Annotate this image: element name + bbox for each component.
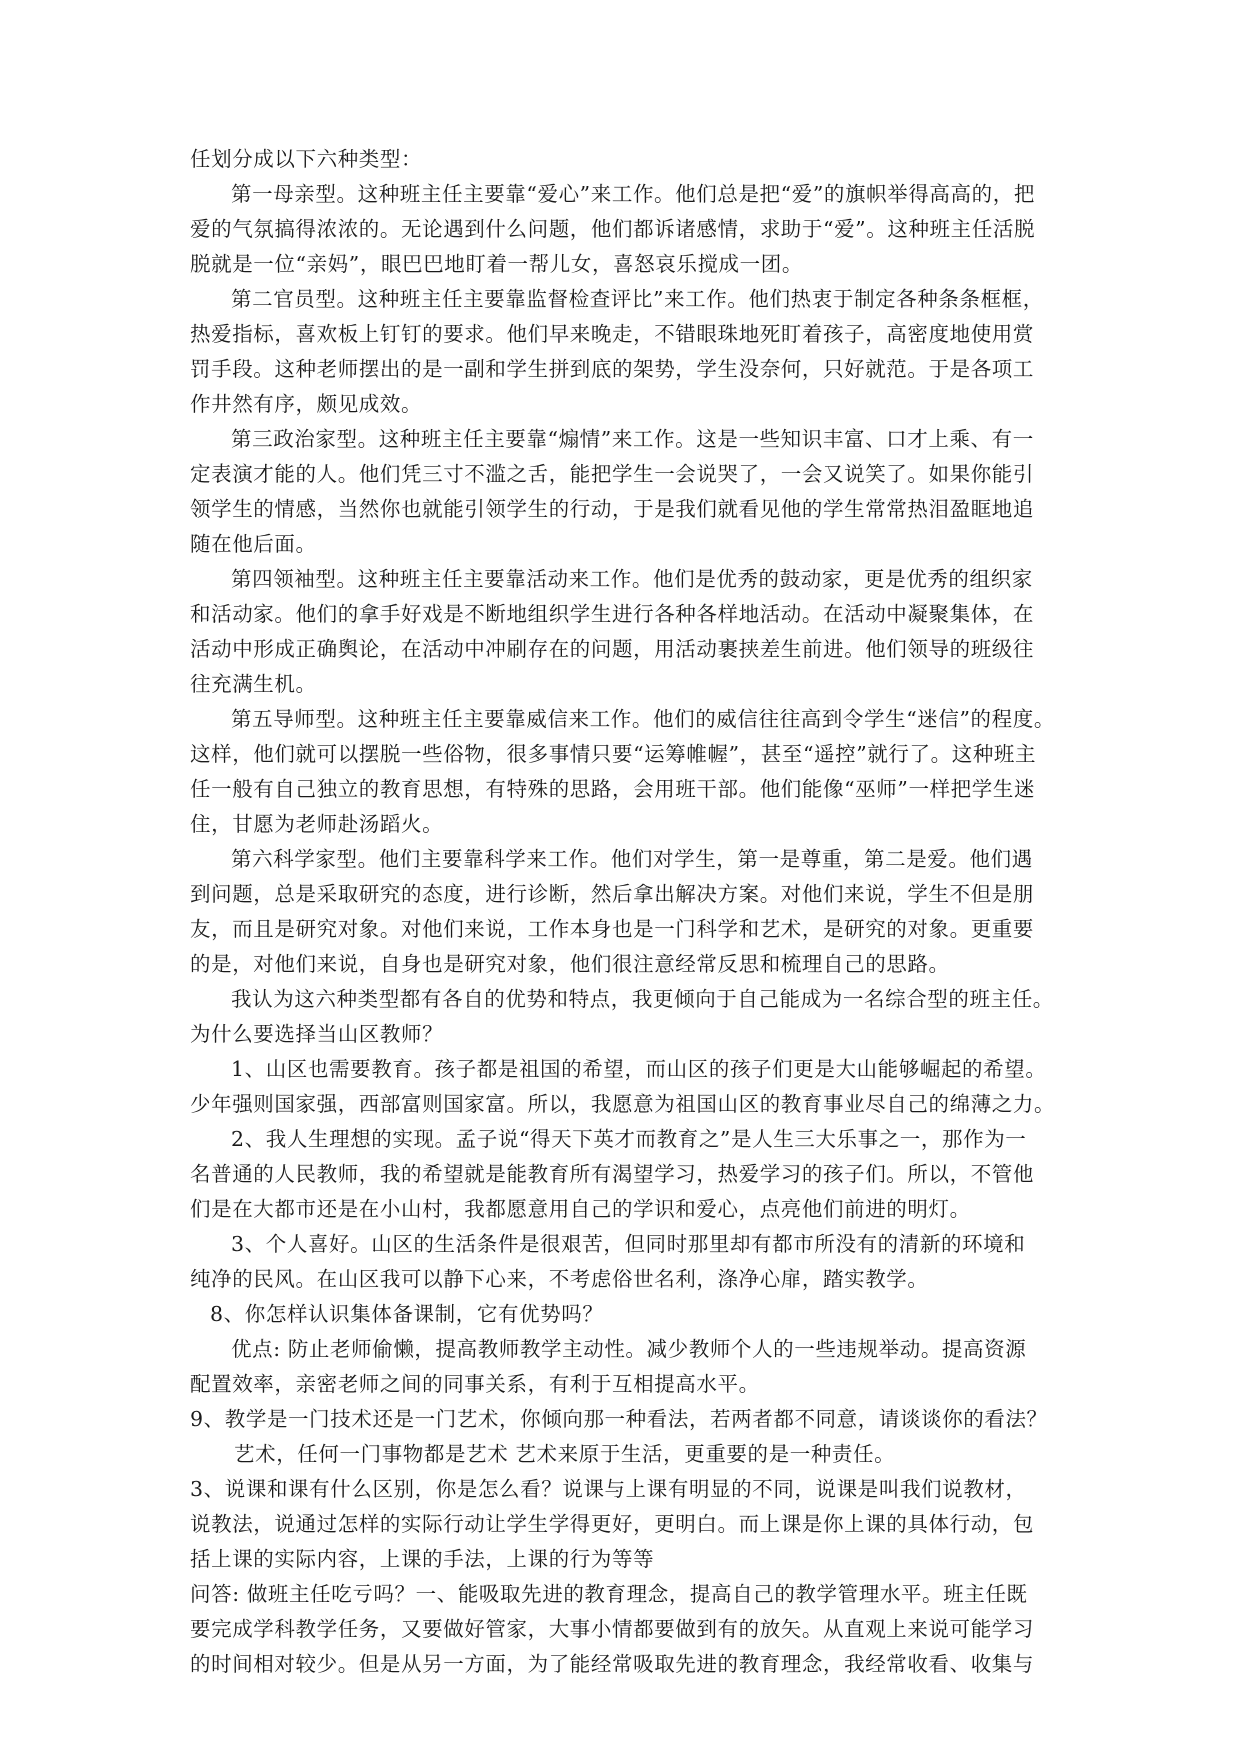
text-line: 到问题，总是采取研究的态度，进行诊断，然后拿出解决方案。对他们来说，学生不但是朋 — [190, 882, 1034, 906]
text-line: 往充满生机。 — [190, 672, 317, 696]
text-line: 活动中形成正确舆论，在活动中冲刷存在的问题，用活动裹挟差生前进。他们领导的班级往 — [190, 637, 1034, 661]
text-line: 罚手段。这种老师摆出的是一副和学生拼到底的架势，学生没奈何，只好就范。于是各项工 — [190, 357, 1034, 381]
text-line: 这样，他们就可以摆脱一些俗物，很多事情只要“运筹帷幄”，甚至“遥控”就行了。这种班主 — [190, 742, 1037, 766]
text-line: 领学生的情感，当然你也就能引领学生的行动，于是我们就看见他的学生常常热泪盈眶地追 — [190, 497, 1034, 521]
text-line: 3、个人喜好。山区的生活条件是很艰苦，但同时那里却有都市所没有的清新的环境和 — [231, 1232, 1026, 1256]
text-line: 爱的气氛搞得浓浓的。无论遇到什么问题，他们都诉诸感情，求助于“爱”。这种班主任活脱 — [190, 217, 1036, 241]
text-line: 艺术，任何一门事物都是艺术 艺术来原于生活，更重要的是一种责任。 — [234, 1442, 896, 1466]
text-line: 我认为这六种类型都有各自的优势和特点，我更倾向于自己能成为一名综合型的班主任。 — [231, 987, 1054, 1011]
text-line: 3、说课和课有什么区别，你是怎么看？说课与上课有明显的不同，说课是叫我们说教材， — [190, 1477, 1027, 1501]
text-line: 热爱指标，喜欢板上钉钉的要求。他们早来晚走，不错眼珠地死盯着孩子，高密度地使用赏 — [190, 322, 1034, 346]
text-line: 们是在大都市还是在小山村，我都愿意用自己的学识和爱心，点亮他们前进的明灯。 — [190, 1197, 971, 1221]
text-line: 纯净的民风。在山区我可以静下心来，不考虑俗世名利，涤净心扉，踏实教学。 — [190, 1267, 929, 1291]
text-line: 脱就是一位“亲妈”，眼巴巴地盯着一帮儿女，喜怒哀乐搅成一团。 — [190, 252, 803, 276]
text-line: 住，甘愿为老师赴汤蹈火。 — [190, 812, 444, 836]
text-line: 和活动家。他们的拿手好戏是不断地组织学生进行各种各样地活动。在活动中凝聚集体，在 — [190, 602, 1034, 626]
text-line: 少年强则国家强，西部富则国家富。所以，我愿意为祖国山区的教育事业尽自己的绵薄之力。 — [190, 1092, 1056, 1116]
text-line: 随在他后面。 — [190, 532, 317, 556]
text-line: 第三政治家型。这种班主任主要靠“煽情”来工作。这是一些知识丰富、口才上乘、有一 — [231, 427, 1034, 451]
text-line: 任划分成以下六种类型： — [190, 147, 423, 171]
text-line: 任一般有自己独立的教育思想，有特殊的思路，会用班干部。他们能像“巫师”一样把学生迷 — [190, 777, 1036, 801]
text-line: 9、教学是一门技术还是一门艺术，你倾向那一种看法，若两者都不同意，请谈谈你的看法？ — [190, 1407, 1048, 1431]
text-line: 括上课的实际内容，上课的手法，上课的行为等等 — [190, 1547, 655, 1571]
text-line: 第六科学家型。他们主要靠科学来工作。他们对学生，第一是尊重，第二是爱。他们遇 — [231, 847, 1033, 871]
text-line: 2、我人生理想的实现。孟子说“得天下英才而教育之”是人生三大乐事之一，那作为一 — [231, 1127, 1027, 1151]
text-line: 的时间相对较少。但是从另一方面，为了能经常吸取先进的教育理念，我经常收看、收集与 — [190, 1652, 1034, 1676]
text-line: 名普通的人民教师，我的希望就是能教育所有渴望学习，热爱学习的孩子们。所以，不管他 — [190, 1162, 1034, 1186]
text-line: 作井然有序，颇见成效。 — [190, 392, 423, 416]
text-line: 为什么要选择当山区教师？ — [190, 1022, 444, 1046]
text-line: 第二官员型。这种班主任主要靠监督检查评比”来工作。他们热衷于制定各种条条框框， — [231, 287, 1044, 311]
document-page — [190, 142, 1070, 1682]
text-line: 友，而且是研究对象。对他们来说，工作本身也是一门科学和艺术，是研究的对象。更重要 — [190, 917, 1034, 941]
text-line: 的是，对他们来说，自身也是研究对象，他们很注意经常反思和梳理自己的思路。 — [190, 952, 950, 976]
text-line: 要完成学科教学任务，又要做好管家，大事小情都要做到有的放矢。从直观上来说可能学习 — [190, 1617, 1034, 1641]
text-line: 问答: 做班主任吃亏吗？一、能吸取先进的教育理念，提高自己的教学管理水平。班主任既 — [190, 1582, 1028, 1606]
text-line: 第四领袖型。这种班主任主要靠活动来工作。他们是优秀的鼓动家，更是优秀的组织家 — [231, 567, 1033, 591]
text-line: 1、山区也需要教育。孩子都是祖国的希望，而山区的孩子们更是大山能够崛起的希望。 — [231, 1057, 1047, 1081]
text-line: 8、你怎样认识集体备课制，它有优势吗？ — [210, 1302, 604, 1326]
text-line: 定表演才能的人。他们凭三寸不滥之舌，能把学生一会说哭了，一会又说笑了。如果你能引 — [190, 462, 1034, 486]
text-line: 第一母亲型。这种班主任主要靠“爱心”来工作。他们总是把“爱”的旗帜举得高高的，把 — [231, 182, 1035, 206]
text-line: 第五导师型。这种班主任主要靠威信来工作。他们的威信往往高到令学生“迷信”的程度。 — [231, 707, 1055, 731]
text-line: 说教法，说通过怎样的实际行动让学生学得更好，更明白。而上课是你上课的具体行动，包 — [190, 1512, 1034, 1536]
text-line: 配置效率，亲密老师之间的同事关系，有利于互相提高水平。 — [190, 1372, 760, 1396]
text-line: 优点: 防止老师偷懒，提高教师教学主动性。减少教师个人的一些违规举动。提高资源 — [231, 1337, 1027, 1361]
